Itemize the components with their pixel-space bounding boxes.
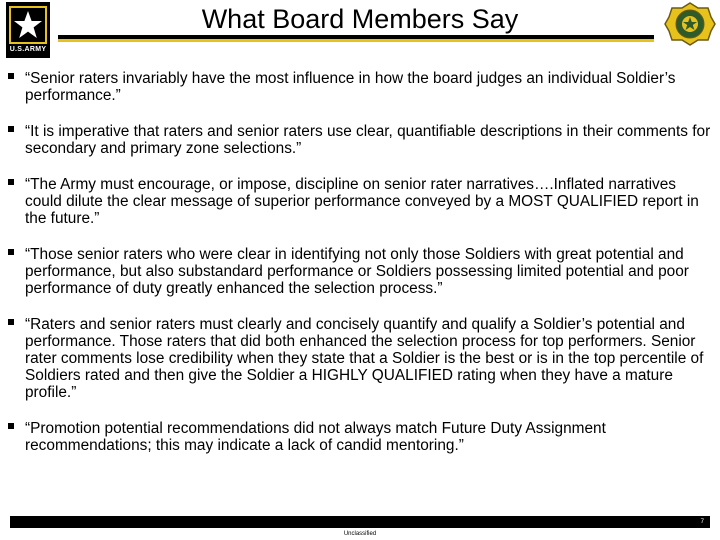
bullet-marker-icon xyxy=(8,249,14,255)
bullet-item xyxy=(8,176,716,227)
bullet-marker-icon xyxy=(8,179,14,185)
bullet-item xyxy=(8,316,716,401)
bullet-marker-icon xyxy=(8,73,14,79)
bullet-marker-icon xyxy=(8,423,14,429)
bullet-text: “The Army must encourage, or impose, discipline on senior rater narratives….Inflated narratives could dilute the clear message of superior performance conveyed by a MOST QUALIFIED report in the future.” xyxy=(25,176,699,227)
bullet-marker-icon xyxy=(8,319,14,325)
seal-icon xyxy=(664,2,716,46)
title-rule-accent xyxy=(58,39,654,42)
bullet-text: “Those senior raters who were clear in identifying not only those Soldiers with great potential and performance, but also substandard performance or Soldiers possessing limited potential and poor performance of duty greatly enhanced the selection process.” xyxy=(25,246,689,297)
logo-text: U.S.ARMY xyxy=(9,46,47,53)
bullet-item xyxy=(8,123,716,157)
bullet-text: “Senior raters invariably have the most influence in how the board judges an individual Soldier’s performance.” xyxy=(25,70,676,104)
title-rule xyxy=(58,35,654,39)
bullet-text: “It is imperative that raters and senior raters use clear, quantifiable descriptions in their comments for secondary and primary zone selections.” xyxy=(25,123,711,157)
bullet-item xyxy=(8,420,716,454)
page-title: What Board Members Say xyxy=(201,4,519,34)
bullet-item xyxy=(8,70,716,104)
bullet-text: “Raters and senior raters must clearly and concisely quantify and qualify a Soldier’s potential and performance. Those raters that did both enhanced the selection process for top performers. Senior rater comments lose credibility when they state that a Soldier is the best or is in the top percentile of Soldiers rated and then give the Soldier a HIGHLY QUALIFIED rating when they have a mature profile.” xyxy=(25,316,704,401)
bullet-list xyxy=(8,70,716,473)
page-number: 7 xyxy=(700,519,704,525)
bullet-item xyxy=(8,246,716,297)
bullet-marker-icon xyxy=(8,126,14,132)
bullet-text: “Promotion potential recommendations did not always match Future Duty Assignment recommendations; this may indicate a lack of candid mentoring.” xyxy=(25,420,606,454)
footer-bar xyxy=(10,516,710,528)
classification-label: Unclassified xyxy=(343,531,377,537)
